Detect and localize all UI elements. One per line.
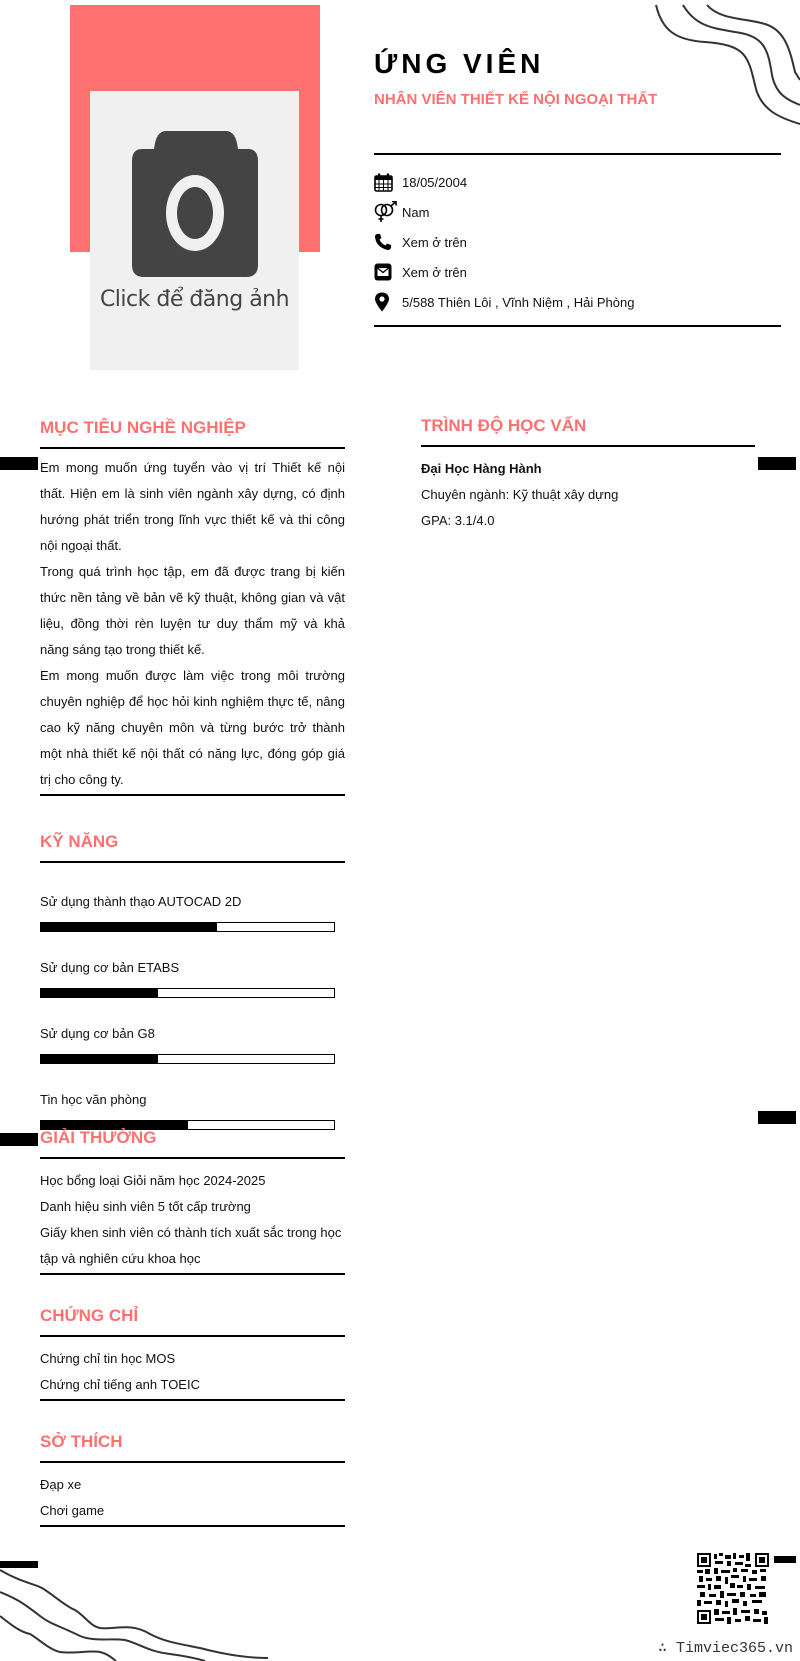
watermark: ∴ Timviec365.vn xyxy=(658,1640,794,1657)
contact-birthdate xyxy=(374,167,784,197)
header-divider-top xyxy=(374,153,781,155)
skill-level-fill xyxy=(41,989,158,997)
skill-label: Sử dụng cơ bản ETABS xyxy=(40,960,180,975)
certificates-title: CHỨNG CHỈ xyxy=(40,1306,139,1325)
skill-item xyxy=(40,1026,345,1064)
hobbies-title: SỞ THÍCH xyxy=(40,1432,123,1451)
objective-divider xyxy=(40,447,345,449)
skill-level-fill xyxy=(41,923,217,931)
education-title: TRÌNH ĐỘ HỌC VẤN xyxy=(421,416,587,435)
education-section xyxy=(421,416,755,534)
objective-paragraph: Em mong muốn ứng tuyển vào vị trí Thiết kế nội thất. Hiện em là sinh viên ngành xây dựng, có định hướng phát triển trong lĩnh vực thiết kế và thi công nội ngoại thất. xyxy=(40,460,345,553)
hobby-item: Chơi game xyxy=(40,1503,105,1518)
wave-decoration-top xyxy=(650,0,800,130)
wave-decoration-bottom xyxy=(0,1568,270,1661)
location-icon xyxy=(374,292,402,312)
decor-marker-right-3 xyxy=(774,1556,796,1563)
skill-level-bar xyxy=(40,988,335,998)
contact-info xyxy=(374,167,784,317)
skill-level-bar xyxy=(40,1054,335,1064)
skills-section xyxy=(40,832,345,1130)
awards-title: GIẢI THƯỞNG xyxy=(40,1128,157,1147)
skill-item xyxy=(40,1092,345,1130)
objective-title: MỤC TIÊU NGHỀ NGHIỆP xyxy=(40,418,246,437)
decor-marker-left-2 xyxy=(0,1133,38,1146)
qr-code[interactable] xyxy=(697,1553,769,1624)
certificate-item: Chứng chỉ tin học MOS xyxy=(40,1351,176,1366)
objective-bottom-divider xyxy=(40,794,345,796)
photo-upload-label: Click để đăng ảnh xyxy=(99,287,290,312)
contact-email xyxy=(374,257,784,287)
education-gpa: GPA: 3.1/4.0 xyxy=(421,513,495,528)
phone-icon xyxy=(374,233,402,251)
education-school: Đại Học Hàng Hành xyxy=(421,461,542,476)
awards-divider xyxy=(40,1157,345,1159)
header-divider-bottom xyxy=(374,325,781,327)
contact-phone xyxy=(374,227,784,257)
awards-bottom-divider xyxy=(40,1273,345,1275)
skill-item xyxy=(40,894,345,932)
skill-item xyxy=(40,960,345,998)
phone-value[interactable]: Xem ở trên xyxy=(402,234,467,250)
skill-label: Sử dụng thành thạo AUTOCAD 2D xyxy=(40,894,242,909)
hobbies-bottom-divider xyxy=(40,1525,345,1527)
candidate-name: ỨNG VIÊN xyxy=(374,48,545,79)
award-item: Giấy khen sinh viên có thành tích xuất sắc trong học tập và nghiên cứu khoa học xyxy=(40,1225,342,1266)
skill-level-bar xyxy=(40,922,335,932)
awards-section xyxy=(40,1128,345,1275)
decor-marker-right-2 xyxy=(758,1111,796,1124)
skill-label: Sử dụng cơ bản G8 xyxy=(40,1026,155,1041)
calendar-icon xyxy=(374,173,402,192)
award-item: Học bổng loại Giỏi năm học 2024-2025 xyxy=(40,1173,266,1188)
hobbies-divider xyxy=(40,1461,345,1463)
email-value[interactable]: Xem ở trên xyxy=(402,264,467,280)
address-value: 5/588 Thiên Lôi , Vĩnh Niệm , Hải Phòng xyxy=(402,294,635,310)
contact-gender xyxy=(374,197,784,227)
contact-address xyxy=(374,287,784,317)
gender-value: Nam xyxy=(402,204,430,220)
education-divider xyxy=(421,445,755,447)
decor-marker-left-1 xyxy=(0,457,38,470)
certificates-section xyxy=(40,1306,345,1401)
certificate-item: Chứng chỉ tiếng anh TOEIC xyxy=(40,1377,200,1392)
skills-title: KỸ NĂNG xyxy=(40,832,119,851)
certificates-divider xyxy=(40,1335,345,1337)
camera-icon xyxy=(132,131,258,277)
photo-upload-button[interactable] xyxy=(90,91,299,370)
objective-paragraph: Em mong muốn được làm việc trong môi trường chuyên nghiệp để học hỏi kinh nghiệm thực tế, nâng cao kỹ năng chuyên môn và từng bước trở thành một nhà thiết kế nội thất có năng lực, đóng góp giá trị cho công ty. xyxy=(40,668,345,787)
email-icon xyxy=(374,263,402,281)
hobby-item: Đạp xe xyxy=(40,1477,82,1492)
skill-level-fill xyxy=(41,1055,158,1063)
objective-section xyxy=(40,418,345,796)
skill-label: Tin học văn phòng xyxy=(40,1092,147,1107)
gender-icon xyxy=(374,201,402,223)
award-item: Danh hiệu sinh viên 5 tốt cấp trường xyxy=(40,1199,251,1214)
certificates-bottom-divider xyxy=(40,1399,345,1401)
education-major: Chuyên ngành: Kỹ thuật xây dựng xyxy=(421,487,619,502)
hobbies-section xyxy=(40,1432,345,1527)
birthdate-value: 18/05/2004 xyxy=(402,174,468,190)
decor-marker-right-1 xyxy=(758,457,796,470)
job-title: NHÂN VIÊN THIẾT KẾ NỘI NGOẠI THẤT xyxy=(374,91,658,108)
objective-paragraph: Trong quá trình học tập, em đã được trang bị kiến thức nền tảng về bản vẽ kỹ thuật, không gian và vật liệu, đồng thời rèn luyện tư duy thẩm mỹ và khả năng sáng tạo trong thiết kế. xyxy=(40,564,345,657)
decor-marker-left-3 xyxy=(0,1561,38,1568)
skills-divider xyxy=(40,861,345,863)
